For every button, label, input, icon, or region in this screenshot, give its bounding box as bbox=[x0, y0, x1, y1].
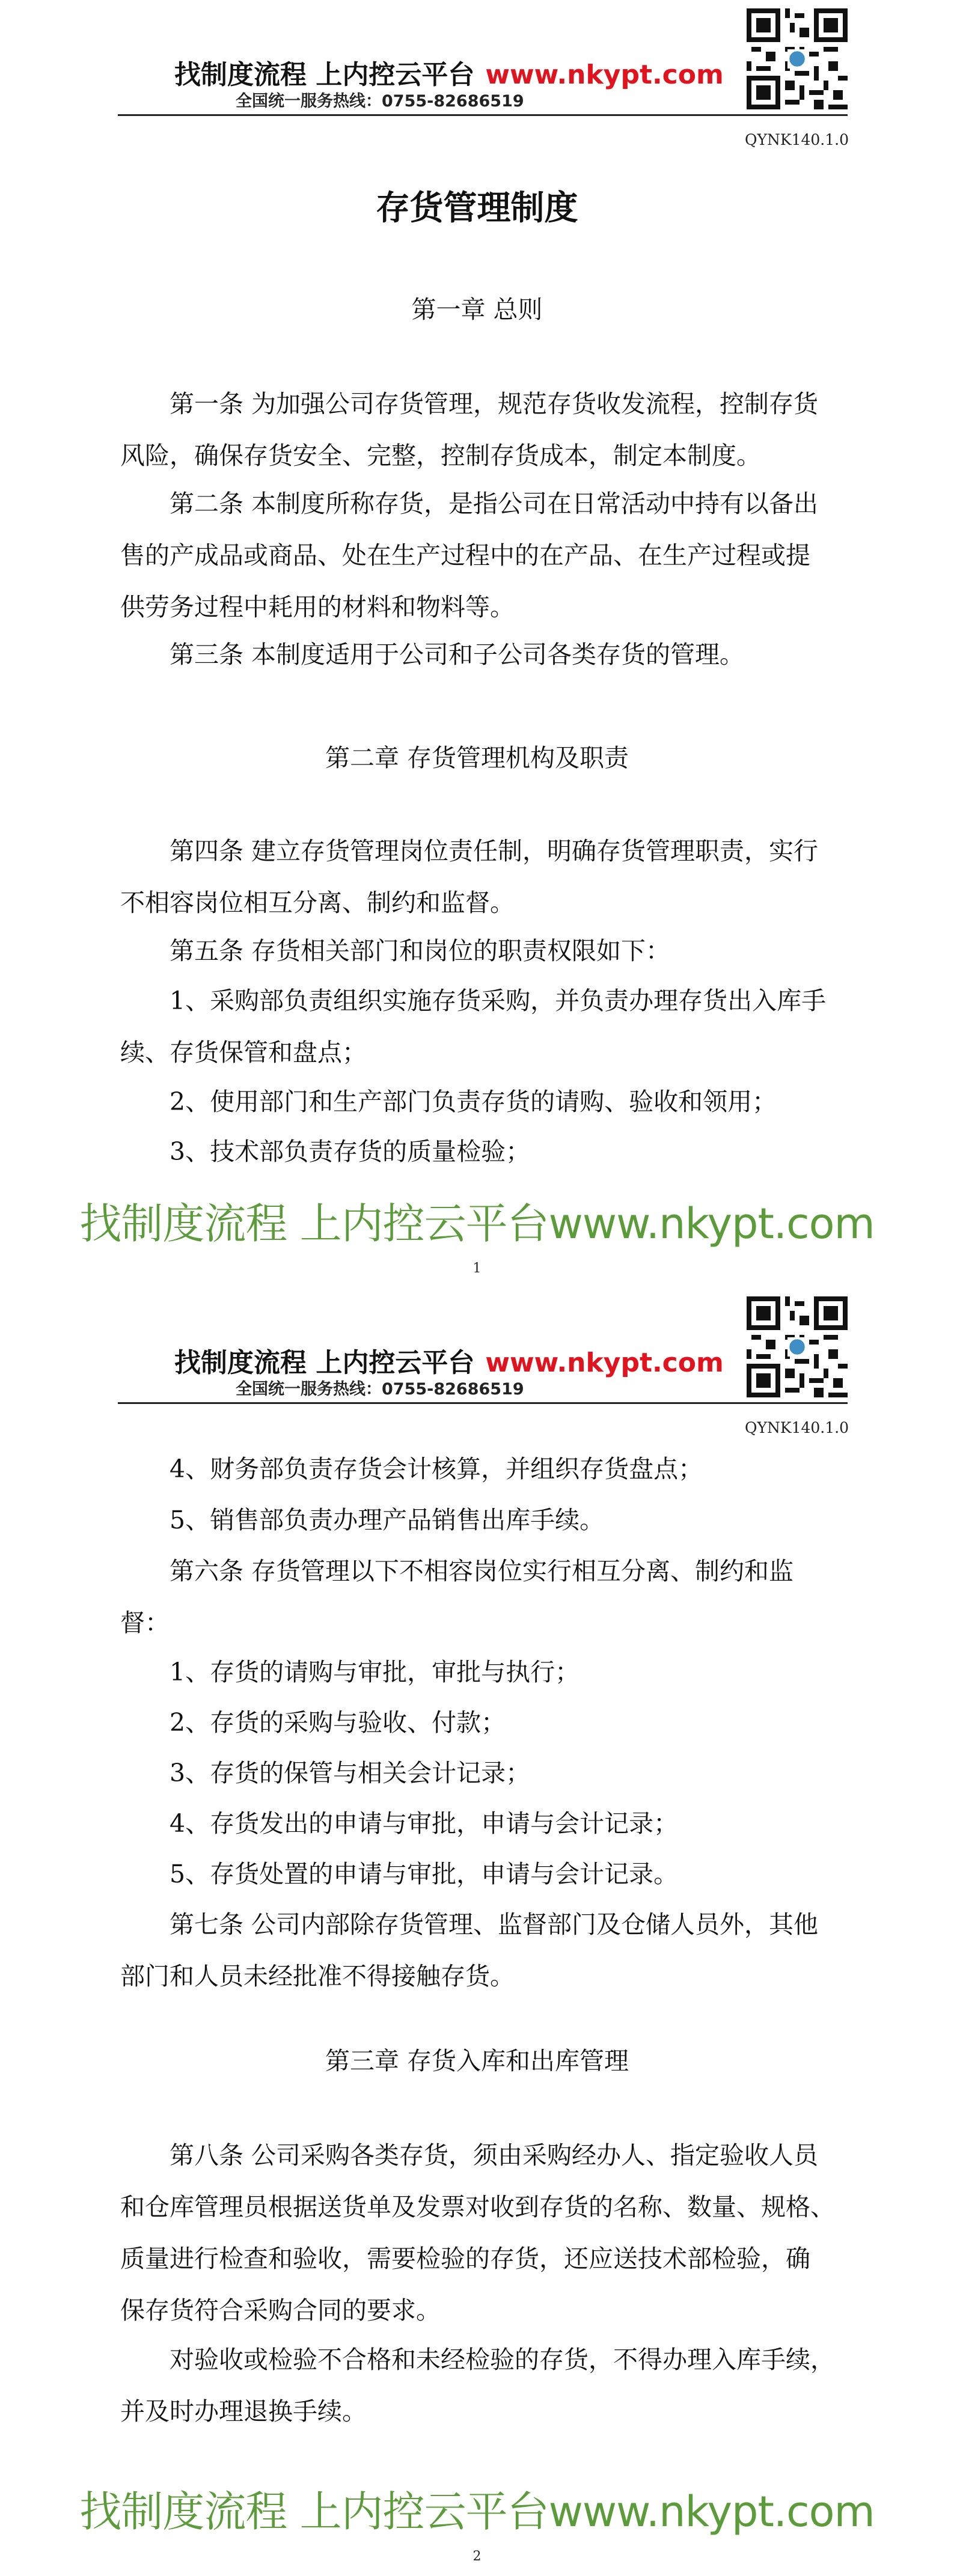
article-2 bbox=[120, 478, 852, 633]
article-7 bbox=[120, 1899, 852, 2002]
paragraph-line: 第六条 存货管理以下不相容岗位实行相互分离、制约和监 bbox=[170, 1557, 794, 1586]
paragraph-line: 第一条 为加强公司存货管理，规范存货收发流程，控制存货 bbox=[170, 389, 819, 418]
paragraph-line: 质量进行检查和验收，需要检验的存货，还应送技术部检验，确 bbox=[120, 2244, 810, 2273]
document-page-2 bbox=[0, 1288, 954, 2576]
list-item bbox=[120, 1747, 852, 1799]
paragraph-line: 第七条 公司内部除存货管理、监督部门及仓储人员外，其他 bbox=[170, 1910, 819, 1939]
page-number: 2 bbox=[472, 2549, 482, 2564]
paragraph-line: 第三条 本制度适用于公司和子公司各类存货的管理。 bbox=[170, 640, 745, 669]
header-brand-line bbox=[174, 1341, 724, 1379]
header-hotline: 全国统一服务热线：0755-82686519 bbox=[236, 1380, 524, 1399]
paragraph-line: 第四条 建立存货管理岗位责任制，明确存货管理职责，实行 bbox=[170, 837, 819, 865]
paragraph-line: 供劳务过程中耗用的材料和物料等。 bbox=[120, 593, 515, 621]
paragraph-line: 不相容岗位相互分离、制约和监督。 bbox=[120, 888, 515, 917]
article-8 bbox=[120, 2129, 852, 2336]
list-item bbox=[120, 1848, 852, 1900]
paragraph-line: 2、存货的采购与验收、付款； bbox=[170, 1708, 506, 1737]
paragraph-line: 和仓库管理员根据送货单及发票对收到存货的名称、数量、规格、 bbox=[120, 2193, 835, 2221]
paragraph-line: 督： bbox=[120, 1608, 170, 1637]
header-divider bbox=[118, 1402, 848, 1404]
paragraph-line: 并及时办理退换手续。 bbox=[120, 2397, 367, 2426]
article-8-supplement bbox=[120, 2334, 852, 2437]
document-title: 存货管理制度 bbox=[376, 189, 578, 228]
article-1 bbox=[120, 378, 852, 481]
chapter-heading-2: 第二章 存货管理机构及职责 bbox=[325, 743, 629, 772]
qr-code-icon bbox=[747, 8, 848, 109]
header-brand-line bbox=[174, 53, 724, 91]
page-number: 1 bbox=[472, 1261, 482, 1276]
list-item bbox=[120, 1443, 852, 1495]
paragraph-line: 5、销售部负责办理产品销售出库手续。 bbox=[170, 1506, 605, 1534]
header-url: www.nkypt.com bbox=[485, 1348, 724, 1378]
qr-code-icon bbox=[747, 1296, 848, 1397]
list-item bbox=[120, 1494, 852, 1546]
list-item bbox=[120, 975, 852, 1078]
document-code: QYNK140.1.0 bbox=[745, 131, 849, 148]
list-item bbox=[120, 1798, 852, 1849]
paragraph-line: 风险，确保存货安全、完整，控制存货成本，制定本制度。 bbox=[120, 441, 761, 470]
header-url: www.nkypt.com bbox=[485, 60, 724, 90]
paragraph-line: 对验收或检验不合格和未经检验的存货，不得办理入库手续， bbox=[170, 2345, 835, 2374]
header-brand: 找制度流程 上内控云平台 bbox=[174, 60, 475, 90]
paragraph-line: 1、采购部负责组织实施存货采购，并负责办理存货出入库手 bbox=[170, 986, 827, 1015]
paragraph-line: 4、存货发出的申请与审批，申请与会计记录； bbox=[170, 1809, 679, 1838]
paragraph-line: 第八条 公司采购各类存货，须由采购经办人、指定验收人员 bbox=[170, 2141, 819, 2170]
chapter-heading-3: 第三章 存货入库和出库管理 bbox=[325, 2046, 629, 2075]
footer-watermark: 找制度流程 上内控云平台www.nkypt.com bbox=[79, 1199, 875, 1248]
paragraph-line: 部门和人员未经批准不得接触存货。 bbox=[120, 1962, 515, 1991]
article-3 bbox=[120, 629, 852, 680]
article-5 bbox=[120, 925, 852, 977]
list-item bbox=[120, 1076, 852, 1128]
list-item bbox=[120, 1126, 852, 1177]
chapter-heading-1: 第一章 总则 bbox=[411, 295, 543, 324]
paragraph-line: 3、技术部负责存货的质量检验； bbox=[170, 1137, 531, 1166]
paragraph-line: 保存货符合采购合同的要求。 bbox=[120, 2296, 441, 2325]
paragraph-line: 第五条 存货相关部门和岗位的职责权限如下： bbox=[170, 936, 671, 965]
paragraph-line: 续、存货保管和盘点； bbox=[120, 1038, 367, 1067]
list-item bbox=[120, 1646, 852, 1698]
document-code: QYNK140.1.0 bbox=[745, 1419, 849, 1436]
paragraph-line: 5、存货处置的申请与审批，申请与会计记录。 bbox=[170, 1860, 679, 1888]
footer-watermark: 找制度流程 上内控云平台www.nkypt.com bbox=[79, 2487, 875, 2536]
article-6 bbox=[120, 1545, 852, 1649]
paragraph-line: 第二条 本制度所称存货，是指公司在日常活动中持有以备出 bbox=[170, 489, 819, 518]
paragraph-line: 3、存货的保管与相关会计记录； bbox=[170, 1759, 531, 1787]
paragraph-line: 2、使用部门和生产部门负责存货的请购、验收和领用； bbox=[170, 1087, 777, 1116]
paragraph-line: 售的产成品或商品、处在生产过程中的在产品、在生产过程或提 bbox=[120, 541, 810, 570]
header-brand: 找制度流程 上内控云平台 bbox=[174, 1348, 475, 1378]
header-divider bbox=[118, 114, 848, 116]
article-4 bbox=[120, 825, 852, 929]
list-item bbox=[120, 1697, 852, 1748]
paragraph-line: 4、财务部负责存货会计核算，并组织存货盘点； bbox=[170, 1454, 703, 1483]
paragraph-line: 1、存货的请购与审批，审批与执行； bbox=[170, 1658, 580, 1686]
header-hotline: 全国统一服务热线：0755-82686519 bbox=[236, 92, 524, 111]
